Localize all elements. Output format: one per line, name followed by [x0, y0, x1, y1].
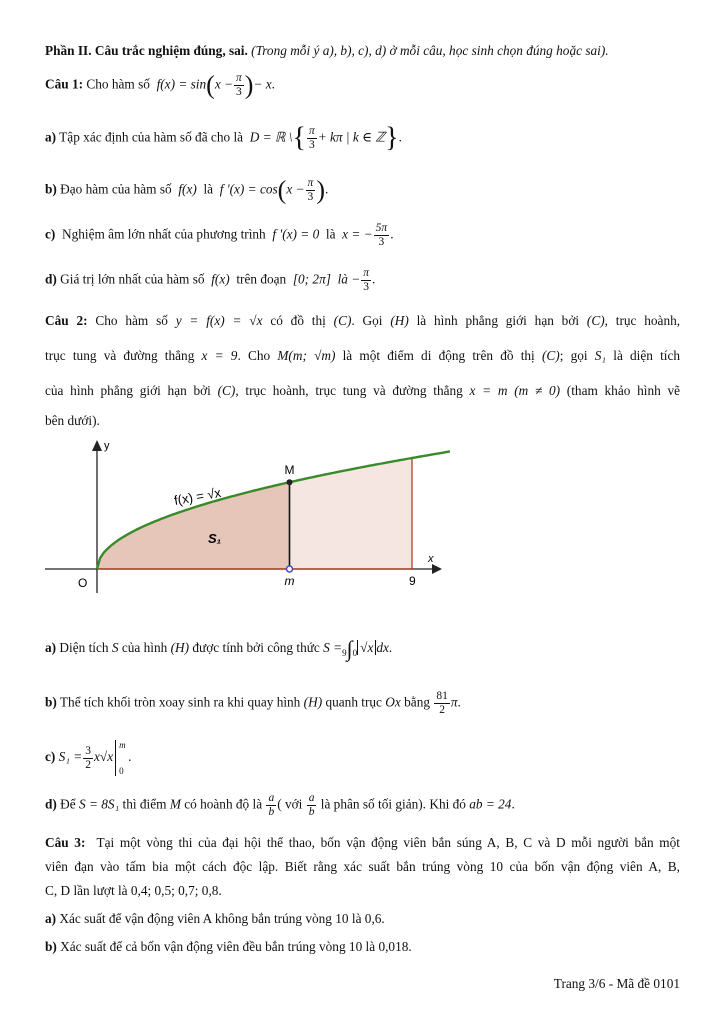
q1-c-numerator: 5π — [375, 222, 388, 234]
q1-d-fx: f(x) — [211, 271, 230, 287]
q2-a-text3: được tính bởi công thức — [192, 640, 320, 656]
q2-b-text1: Thể tích khối tròn xoay sinh ra khi quay hình — [59, 694, 301, 710]
q1-b-fx: f(x) — [178, 181, 197, 197]
q3-a-label: a) — [45, 911, 57, 926]
q2-line1-e: , trục hoành, — [604, 313, 681, 328]
q2-line3-b: , trục hoành, trục tung và đường thẳng — [235, 383, 463, 398]
q2-line1-a: Cho hàm số — [95, 313, 168, 328]
q2-line1-d: là hình phẳng giới hạn bởi — [416, 313, 580, 328]
q3-label: Câu 3: — [45, 835, 86, 850]
q1-b-derivative: f '(x) = cos — [219, 181, 278, 197]
y-axis-label: y — [104, 440, 110, 452]
q1-option-b: b) Đạo hàm của hàm số f(x) là f '(x) = cos(x − $\frac{\pi}{3}$ ). — [45, 175, 329, 205]
q1-d-interval: [0; 2π] — [292, 271, 331, 287]
q1-b-three: 3 — [307, 191, 314, 203]
x-axis-label: x — [428, 553, 434, 565]
q2-point-M: M(m; √m) — [277, 348, 336, 363]
q1-b-arg: x − — [286, 181, 305, 197]
q2-line-3 — [45, 382, 680, 400]
q2-b-text3: bằng — [404, 694, 430, 710]
q2-line-4: bên dưới). — [45, 413, 100, 428]
q1-option-a: a) Tập xác định của hàm số đã cho là D = ℝ \{ $\frac{\pi}{3}$ + kπ | k ∈ ℤ}. — [45, 122, 402, 154]
part2-heading: Phần II. Câu trắc nghiệm đúng, sai. — [45, 43, 248, 58]
q1-intro: Cho hàm số — [86, 76, 150, 92]
q2-c-S1: S₁ = — [58, 749, 83, 765]
q2-line2-b: . Cho — [237, 348, 271, 363]
q1-c-equation: f '(x) = 0 — [272, 226, 320, 242]
q2-S1: S₁ — [594, 348, 607, 363]
q2-b-pi: π — [450, 694, 458, 710]
q2-option-b: b) Thể tích khối tròn xoay sinh ra khi quay hình (H) quanh trục Ox bằng $\frac{81}{2}$ π. — [45, 690, 461, 716]
q1-b-la: là — [203, 181, 214, 197]
q2-b-label: b) — [45, 694, 57, 710]
m-label: m — [284, 574, 295, 588]
q2-d-ab: ab = 24 — [469, 796, 512, 812]
q2-curve-C: (C) — [333, 313, 352, 328]
q2-b-numerator: 81 — [436, 690, 448, 702]
q1-pi: π — [236, 72, 242, 84]
q3-a-text: Xác suất để vận động viên A không bắn trúng vòng 10 là 0,6. — [59, 911, 385, 926]
q1-c-x: x = − — [342, 226, 373, 242]
q3-option-b — [45, 938, 680, 956]
q2-line3-a: của hình phẳng giới hạn bởi — [45, 383, 211, 398]
q2-b-Ox: Ox — [385, 694, 401, 710]
q2-d-a: a — [268, 792, 275, 804]
q1-a-text: Tập xác định của hàm số đã cho là — [59, 129, 244, 145]
q2-c-expression: x√x — [94, 749, 114, 765]
q2-d-text5: là phân số tối giản). Khi đó — [320, 796, 466, 812]
q2-region-H: (H) — [390, 313, 409, 328]
q1-func-lhs: f(x) = sin — [156, 76, 207, 92]
q2-a-int-lower: 0 — [352, 648, 358, 658]
q1-c-la: là — [325, 226, 336, 242]
part2-note: (Trong mỗi ý a), b), c), d) ở mỗi câu, học sinh chọn đúng hoặc sai). — [251, 43, 609, 58]
q2-d-a-2: a — [308, 792, 315, 804]
q2-d-text2: thì điểm — [122, 796, 167, 812]
q1-a-pi: π — [308, 125, 315, 137]
q1-d-text: Giá trị lớn nhất của hàm số — [60, 271, 205, 287]
q1-c-label: c) — [45, 226, 56, 242]
q1-d-label: d) — [45, 271, 57, 287]
q1-a-domain: D = ℝ \ — [249, 129, 293, 145]
q2-d-text1: Để — [60, 796, 76, 812]
q3-b-label: b) — [45, 939, 57, 954]
q2-line-x9: x = 9 — [201, 348, 238, 363]
q2-d-label: d) — [45, 796, 57, 812]
q2-line1-c: . Gọi — [351, 313, 383, 328]
q2-line-1 — [45, 312, 680, 330]
S1-label: S₁ — [208, 531, 222, 546]
q2-a-text2: của hình — [121, 640, 168, 656]
q3-line1-text: Tại một vòng thi của đại hội thể thao, bốn vận động viên bắn súng A, B, C và D mỗi người bắn một — [96, 835, 680, 850]
q1-func-arg: x − — [214, 76, 234, 92]
q1-b-text: Đạo hàm của hàm số — [60, 181, 172, 197]
q2-line2-a: trục tung và đường thẳng — [45, 348, 195, 363]
q1-d-mid: trên đoạn — [236, 271, 287, 287]
q1-statement: Câu 1: Cho hàm số f(x) = sin(x − $\frac{\pi}{3}$ )− x. — [45, 70, 275, 100]
M-label: M — [284, 463, 295, 478]
q3-line-1 — [45, 834, 680, 852]
point-M — [287, 479, 293, 485]
q2-c-label: c) — [45, 749, 56, 765]
q2-line2-e: là diện tích — [613, 348, 681, 363]
q2-d-text3: có hoành độ là — [184, 796, 263, 812]
q2-d-M: M — [169, 796, 181, 812]
q1-d-pi: π — [363, 267, 369, 279]
q1-b-pi: π — [307, 177, 314, 189]
q2-c-lower: 0 — [119, 766, 124, 776]
q2-curve-C-3: (C) — [541, 348, 560, 363]
q2-line-2 — [45, 347, 680, 365]
q1-a-brace-content: + kπ | k ∈ ℤ — [317, 129, 386, 145]
q2-d-text4: ( với — [277, 796, 303, 812]
q2-line-xm: x = m (m ≠ 0) — [469, 383, 561, 398]
q1-option-c: c) Nghiệm âm lớn nhất của phương trình f '(x) = 0 là x = − $\frac{5\pi}{3}$ . — [45, 222, 394, 248]
q2-d-b: b — [268, 806, 275, 818]
point-m — [287, 566, 293, 572]
q2-curve-C-4: (C) — [217, 383, 236, 398]
q2-line1-b: có đồ thị — [270, 313, 326, 328]
page-footer: Trang 3/6 - Mã đề 0101 — [553, 976, 680, 991]
q1-a-label: a) — [45, 129, 57, 145]
q2-graph — [40, 435, 450, 595]
q1-func-tail: − x — [253, 76, 272, 92]
q2-c-denominator: 2 — [85, 758, 91, 771]
q2-func: y = f(x) = √x — [175, 313, 263, 328]
q2-a-formula-lhs: S = — [323, 640, 343, 656]
q2-a-text1: Diện tích — [59, 640, 109, 656]
q2-a-H: (H) — [170, 640, 190, 656]
q2-b-text2: quanh trục — [325, 694, 382, 710]
q2-curve-C-2: (C) — [586, 313, 605, 328]
q2-c-upper: m — [119, 740, 126, 750]
y-axis-arrow — [92, 440, 102, 451]
q2-line2-c: là một điểm di động trên đồ thị — [342, 348, 535, 363]
q2-label: Câu 2: — [45, 313, 88, 328]
q2-c-numerator: 3 — [85, 744, 91, 757]
nine-label: 9 — [409, 574, 416, 588]
q2-d-equation: S = 8S₁ — [79, 796, 120, 812]
q2-a-integrand: √x — [357, 640, 376, 655]
function-label: f(x) = √x — [172, 484, 223, 508]
origin-label: O — [78, 576, 88, 590]
q1-three: 3 — [236, 86, 242, 98]
q2-b-denominator: 2 — [439, 704, 445, 716]
q2-b-H: (H) — [303, 694, 323, 710]
q1-d-three: 3 — [363, 281, 369, 293]
q1-c-three: 3 — [378, 236, 385, 248]
x-axis-arrow — [432, 564, 442, 574]
q2-option-c: c) S₁ = $\frac{3}{2}$ x√x m 0 . — [45, 740, 680, 776]
q1-b-label: b) — [45, 181, 57, 197]
q2-d-b-2: b — [308, 806, 315, 818]
q2-a-S: S — [111, 640, 119, 656]
q1-a-three: 3 — [308, 139, 315, 151]
q1-d-la: là − — [337, 271, 361, 287]
q1-option-d: d) Giá trị lớn nhất của hàm số f(x) trên đoạn [0; 2π] là − $\frac{\pi}{3}$ . — [45, 267, 376, 293]
q1-c-text: Nghiệm âm lớn nhất của phương trình — [62, 226, 266, 242]
q2-a-dx: dx — [376, 640, 389, 656]
q2-line3-c: (tham khảo hình vẽ — [566, 383, 681, 398]
q3-b-text: Xác suất để cả bốn vận động viên đều bắn trúng vòng 10 là 0,018. — [60, 939, 412, 954]
q2-a-label: a) — [45, 640, 57, 656]
q2-line2-d: ; gọi — [559, 348, 588, 363]
q3-option-a — [45, 910, 680, 928]
q3-line-3: C, D lần lượt là 0,4; 0,5; 0,7; 0,8. — [45, 883, 222, 898]
q2-a-int-upper: 9 — [342, 648, 347, 658]
q2-option-d: d) Để S = 8S₁ thì điểm M có hoành độ là $\frac{a}{b}$ ( với $\frac{a}{b}$ là phân số tối giản). Khi đó ab = 24. — [45, 792, 515, 818]
part2-heading-line — [45, 42, 680, 60]
q2-option-a: a) Diện tích S của hình (H) được tính bởi công thức S =9∫0 √x dx. — [45, 636, 393, 661]
q1-label: Câu 1: — [45, 76, 84, 92]
q3-line-2: viên đạn vào tấm bia một cách độc lập. Biết rằng xác suất bắn trúng vòng 10 của bốn vận động viên A, B, — [45, 859, 680, 874]
